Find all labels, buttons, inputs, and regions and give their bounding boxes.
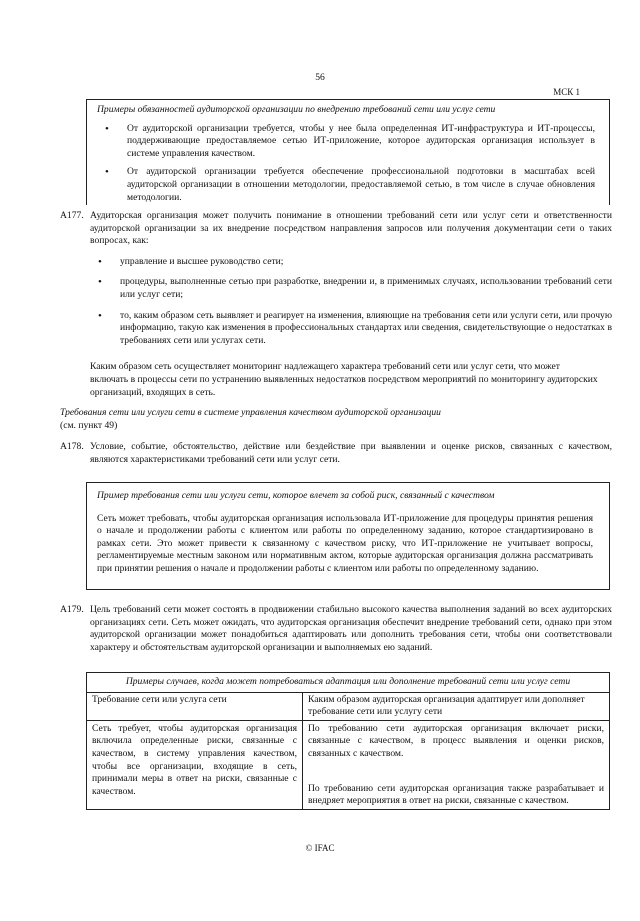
example-box-network-obligations [86, 99, 610, 205]
adaptation-text-2: По требованию сети аудиторская организация также разрабатывает и внедряет мероприятия в ответ на риски, связанные с качеством. [308, 782, 604, 807]
standard-code: МСК 1 [553, 87, 580, 97]
section-heading-block [60, 407, 612, 432]
list-item: • процедуры, выполненные сетью при разработке, внедрении и, в применимых случаях, использовании требований сети или услуг сети; [90, 276, 612, 301]
box-text: Сеть может требовать, чтобы аудиторская организация использовала ИТ-приложение для процедуры принятия решения о начале и продолжении работы с клиентом или работы по определенному заданию, которое стандартизировано в рамках сети. Это может привести к связанному с качеством риску, что ИТ-приложение не учитывает вопросы, регламентируемые местным законом или нормативным актом, которые аудиторская организация должна рассматривать при принятии решения о начале и продолжении работы с клиентом или работы по определенному заданию. [97, 512, 593, 574]
example-box-quality-risk [86, 482, 610, 590]
table-header-adaptation: Каким образом аудиторская организация адаптирует или дополняет требование сети или услугу сети [303, 692, 610, 720]
paragraph-a178 [60, 441, 612, 466]
paragraph-a179 [60, 604, 612, 654]
adaptation-text-1: По требованию сети аудиторская организация включает риски, связанные с качеством, в процесс выявления и оценки рисков, связанных с качеством. [308, 722, 604, 759]
box-bullet: • От аудиторской организации требуется обеспечение профессиональной подготовки в масштабах всей аудиторской организации в отношении методологии, предоставляемой сетью, в том числе в случае обновления методологии. [97, 166, 595, 204]
paragraph-text: Условие, событие, обстоятельство, действие или бездействие при выявлении и оценке рисков, связанных с качеством, являются характеристиками требований сети или услуг сети. [90, 441, 612, 465]
table-caption: Примеры случаев, когда может потребоваться адаптация или дополнение требований сети или услуг сети [87, 673, 610, 693]
table-cell-adaptation [303, 720, 610, 809]
box-title: Пример требования сети или услуги сети, которое влечет за собой риск, связанный с качеством [97, 490, 495, 501]
paragraph-number: A177. [60, 210, 84, 221]
box-title: Примеры обязанностей аудиторской организации по внедрению требований сети или услуг сети [97, 104, 496, 115]
page-number: 56 [315, 72, 325, 83]
adaptation-examples-table [86, 672, 610, 810]
paragraph-a177 [60, 210, 612, 399]
table-cell-requirement: Сеть требует, чтобы аудиторская организация включила определенные риски, связанные с качеством, в систему управления качеством, чтобы все организации, входящие в сеть, принимали меры в ответ на риски, связанные с качеством. [87, 720, 303, 809]
paragraph-text: Цель требований сети может состоять в продвижении стабильно высокого качества выполнения заданий во всех аудиторских организациях сети. Сеть может ожидать, что аудиторская организация обеспечит внедрение требований сети, однако при этом аудиторской организации может понадобиться адаптировать или дополнить требования сети, чтобы они соответствовали характеру и обстоятельствам аудиторской организации и выполняемых ею заданий. [90, 604, 612, 653]
paragraph-text: Аудиторская организация может получить понимание в отношении требований сети или услуг сети и ответственности аудиторской организации за их внедрение посредством направления запросов или получения документации сети о таких вопросах, как: [90, 210, 612, 247]
paragraph-number: A178. [60, 441, 84, 452]
paragraph-number: A179. [60, 604, 84, 615]
box-bullet: • От аудиторской организации требуется, чтобы у нее была определенная ИТ-инфраструктура и ИТ-процессы, поддерживающие предоставляемое сетью ИТ-приложение, которое аудиторская организация использует в системе управления качеством. [97, 123, 595, 161]
table-header-requirement: Требование сети или услуга сети [87, 692, 303, 720]
section-heading: Требования сети или услуги сети в системе управления качеством аудиторской организации [60, 407, 441, 418]
footer-copyright: © IFAC [305, 843, 335, 853]
list-item: • то, каким образом сеть выявляет и реагирует на изменения, влияющие на требования сети или услуги сети, или прочую информацию, такую как изменения в профессиональных стандартах или сведения, свидетельствующие о недостатках в требованиях сети или услугах сети. [90, 310, 612, 348]
section-reference: (см. пункт 49) [60, 419, 118, 431]
paragraph-closing: Каким образом сеть осуществляет мониторинг надлежащего характера требований сети или услуг сети, что может включать в процессы сети по устранению выявленных недостатков посредством мероприятий по мониторингу аудиторских организаций, входящих в сеть. [90, 361, 598, 398]
table-row [87, 720, 610, 809]
list-item: • управление и высшее руководство сети; [90, 256, 612, 269]
